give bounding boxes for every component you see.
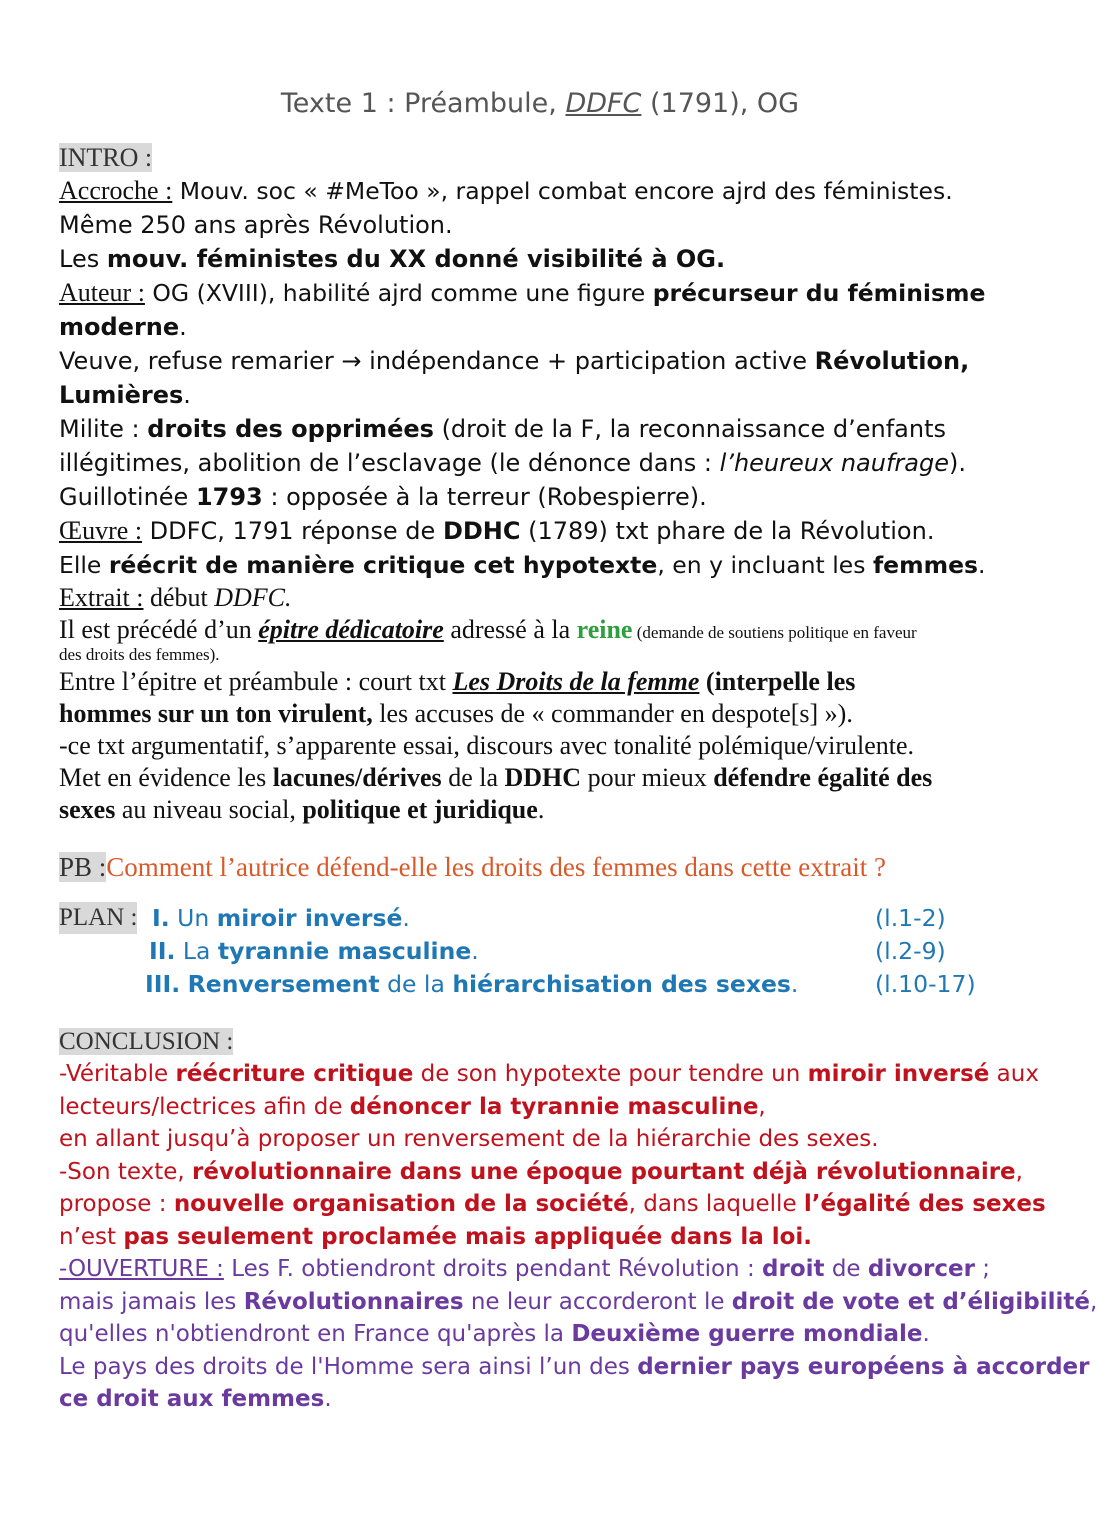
plan-item-3 [145,968,798,1001]
text-run: nouvelle organisation de la société [173,1191,629,1217]
text-run: hommes sur un ton virulent, [59,699,373,728]
intro-line-19 [59,762,1034,794]
text-run: , [1089,1288,1097,1315]
text-run: l’égalité des sexes [803,1191,1046,1217]
text-run: DDFC. [214,583,292,612]
intro-line-15: des droits des femmes). [59,645,220,664]
text-run: dernier pays européens à accorder [637,1353,1090,1380]
plan-label: PLAN : [59,902,137,934]
text-run: DDHC [442,517,521,545]
text-run: Entre l’épitre et préambule : court txt [59,667,453,696]
intro-line-12 [59,548,1034,582]
text-run: : opposée à la terreur (Robespierre). [262,483,707,511]
text-run: Révolutionnaires [243,1288,464,1315]
text-run: DDHC [504,763,582,792]
accroche-label: Accroche : [59,176,173,205]
pb-section [59,850,1034,884]
text-run: ; [974,1256,991,1282]
text-run: . [471,937,479,965]
text-run: (droit de la F, la reconnaissance d’enfants [433,415,947,443]
pb-question: Comment l’autrice défend-elle les droits des femmes dans cette extrait ? [106,852,886,882]
text-run: Les Droits de la femme [452,667,700,696]
intro-line-17 [59,698,1034,730]
oeuvre-line [59,514,1034,548]
intro-line-9 [59,446,1034,480]
text-run: Il est précédé d’un [59,615,259,644]
text-run: miroir inversé [807,1061,990,1087]
conclusion-line-7 [59,1253,1034,1286]
text-run: début [143,583,215,612]
auteur-line [59,276,1034,310]
text-run: lacunes/dérives [272,763,442,792]
text-run: de la [379,970,453,998]
text-run: Le pays des droits de l'Homme sera ainsi l’un des [59,1353,638,1380]
text-run [180,970,187,998]
conclusion-line-8 [59,1286,1097,1319]
text-run: Les [59,245,107,273]
text-run: réécriture critique [175,1061,414,1087]
intro-line-7 [59,378,1034,412]
text-run: , dans laquelle [628,1191,804,1217]
title-work: DDFC [565,88,642,119]
conclusion-line-3: en allant jusqu’à proposer un renversement de la hiérarchie des sexes. [59,1126,879,1152]
plan-ref-2: (l.2-9) [875,937,946,965]
text-run: aux [989,1061,1039,1087]
text-run: . [324,1386,332,1412]
text-run: mais jamais les [59,1288,244,1315]
plan-item-1 [152,902,410,935]
conclusion-line-1 [59,1058,1039,1091]
text-run: de son hypotexte pour tendre un [413,1061,808,1087]
text-run: I. [152,904,170,932]
text-run: propose : [59,1191,174,1217]
text-run: mouv. féministes du XX donné visibilité à OG. [106,245,726,273]
text-run: Deuxième guerre mondiale [571,1321,923,1347]
title-prefix: Texte 1 : Préambule, [280,88,566,119]
intro-line-2: Même 250 ans après Révolution. [59,211,453,239]
text-run: droits des opprimées [147,415,434,443]
text-line [59,174,1034,208]
extrait-label: Extrait : [59,583,144,612]
text-run: précurseur du féminisme [652,279,986,307]
text-run: moderne [59,313,180,341]
text-run: ce droit aux femmes [59,1386,325,1412]
conclusion-line-2 [59,1091,1034,1124]
text-run: (demande de soutiens politique en faveur [632,623,917,642]
text-run: Renversement [187,970,380,998]
text-run: . [179,313,187,341]
text-run: OG (XVIII), habilité ajrd comme une figure [144,279,653,307]
text-run: réécrit de manière critique cet hypotexte [108,551,658,579]
text-run: épitre dédicatoire [258,615,444,644]
text-run: , [1015,1158,1023,1185]
text-run: hiérarchisation des sexes [452,970,791,998]
text-run: . [978,551,986,579]
intro-line-14 [59,614,1034,644]
text-run: reine [576,615,633,644]
text-run: révolutionnaire dans une époque pourtant déjà révolutionnaire [192,1158,1016,1185]
text-run: politique et juridique [302,795,538,824]
text-run: n’est [59,1223,124,1250]
text-line [59,142,1034,174]
text-run: III. [145,970,181,998]
text-run: adressé à la [443,615,577,644]
intro-line-6 [59,344,1034,378]
text-run: de [824,1256,868,1282]
text-run: -Son texte, [59,1158,193,1185]
text-run: illégitimes, abolition de l’esclavage (le dénonce dans : [59,449,720,477]
text-run: (interpelle les [699,667,856,696]
text-run: lecteurs/lectrices afin de [59,1093,350,1120]
text-run: ne leur accorderont le [463,1288,732,1315]
title-suffix: (1791), OG [641,88,800,119]
text-run: femmes [872,551,979,579]
plan-refs [875,902,976,1001]
intro-line-3 [59,242,1034,276]
text-run: Les F. obtiendront droits pendant Révolution : [223,1256,763,1282]
intro-line-8 [59,412,1034,446]
plan-ref-3: (l.10-17) [875,970,976,998]
text-run: . [790,970,799,998]
conclusion-line-11 [59,1383,1034,1416]
text-run: (1789) txt phare de la Révolution. [520,517,935,545]
intro-line-20 [59,794,1034,826]
text-run: divorcer [867,1256,975,1282]
text-run: Un [169,904,217,932]
text-run: . [183,381,191,409]
text-run: les accuses de « commander en despote[s] »). [372,699,853,728]
text-run: II. [149,937,176,965]
text-run: 1793 [195,483,263,511]
text-run: -OUVERTURE : [59,1256,224,1282]
text-run: Lumières [59,381,184,409]
plan-item-2 [149,935,479,968]
text-run: Guillotinée [59,483,196,511]
conclusion-line-9 [59,1318,1034,1351]
text-run: . [402,904,410,932]
text-run: Met en évidence les [59,763,273,792]
text-run: . [922,1321,930,1347]
intro-line-16 [59,666,1034,698]
text-run: pas seulement proclamée mais appliquée dans la loi. [123,1223,813,1250]
conclusion-line-5 [59,1188,1046,1221]
text-run: droit [762,1256,825,1282]
intro-line-5 [59,310,1034,344]
intro-label: INTRO : [59,143,153,172]
text-run: au niveau social, [115,795,303,824]
oeuvre-label: Œuvre : [59,516,143,545]
text-run: DDFC, 1791 réponse de [142,517,443,545]
text-run: . [537,795,545,824]
text-run: Veuve, refuse remarier → indépendance + participation active [59,347,815,375]
text-run: -Véritable [59,1061,176,1087]
text-run: ). [948,449,966,477]
extrait-line [59,582,1034,614]
conclusion-line-10 [59,1351,1090,1384]
intro-line-18: -ce txt argumentatif, s’apparente essai, discours avec tonalité polémique/virulente. [59,731,915,760]
pb-label: PB : [59,852,107,882]
accroche-text: Mouv. soc « #MeToo », rappel combat encore ajrd des féministes. [172,177,953,205]
plan-ref-1: (l.1-2) [875,904,946,932]
page-title [0,88,1080,119]
text-run: qu'elles n'obtiendront en France qu'après la [59,1321,572,1347]
text-run: de la [441,763,505,792]
conclusion-section [59,1026,1097,1416]
text-run: La [175,937,218,965]
intro-section [59,142,1034,826]
text-run: tyrannie masculine [217,937,472,965]
text-run: sexes [59,795,116,824]
text-run: défendre égalité des [713,763,933,792]
text-line [59,1026,1034,1058]
text-run: l’heureux naufrage [719,449,949,477]
auteur-label: Auteur : [59,278,145,307]
text-run: pour mieux [581,763,714,792]
conclusion-label: CONCLUSION : [59,1028,234,1055]
text-run: dénoncer la tyrannie masculine [349,1093,759,1120]
plan-section [59,902,1034,1002]
text-run: droit de vote et d’éligibilité [731,1288,1090,1315]
text-run: , en y incluant les [657,551,873,579]
text-run: Elle [59,551,109,579]
text-run: miroir inversé [216,904,403,932]
intro-line-10 [59,480,1034,514]
text-run: Révolution, [814,347,970,375]
conclusion-line-6 [59,1221,1034,1254]
conclusion-line-4 [59,1156,1034,1189]
text-run: , [758,1093,766,1120]
text-run: Milite : [59,415,148,443]
